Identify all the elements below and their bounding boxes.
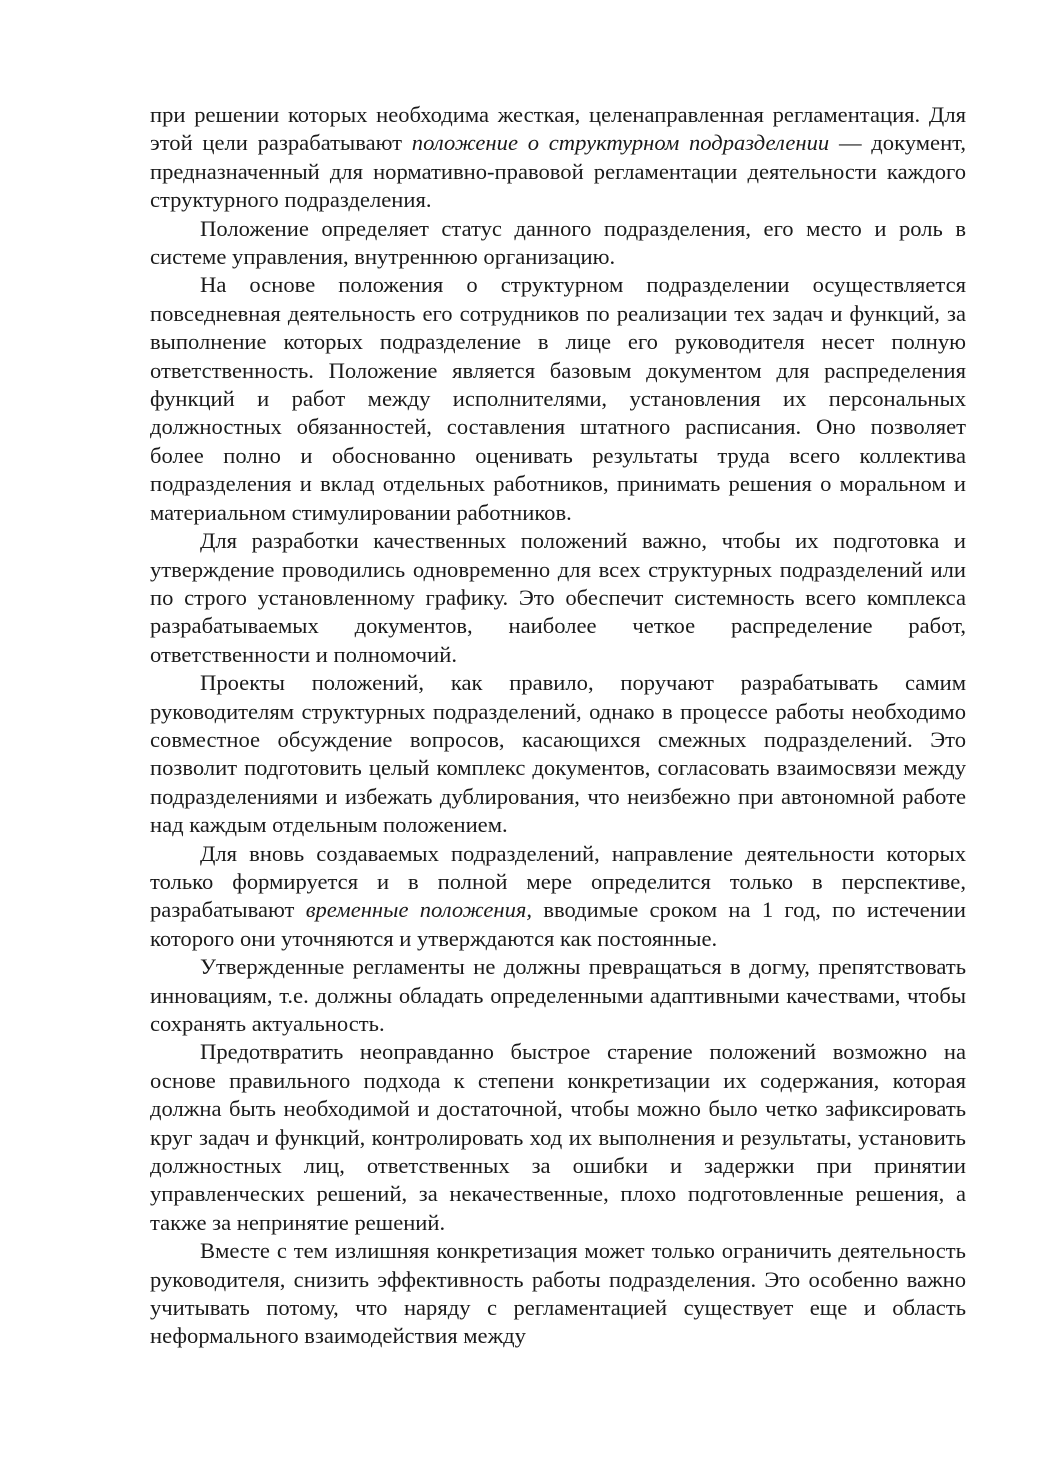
paragraph-9: Вместе с тем излишняя конкретизация может только ограничить деятельность руководителя, снизить эффективность работы подразделения. Это особенно важно учитывать потому, что наряду с регламентацией существует еще и область неформального взаимодействия между: [150, 1238, 966, 1349]
paragraph-6: Для вновь создаваемых подразделений, направление деятельности которых только формируется и в полной мере определится только в перспективе, разрабатывают временные положения, вводимые сроком на 1 год, по истечении которого они уточняются и утверждаются как постоянные.: [150, 840, 966, 951]
italic-term: временные положения,: [305, 897, 533, 923]
paragraph-5: Проекты положений, как правило, поручают разрабатывать самим руководителям структурных подразделений, однако в процессе работы необходимо совместное обсуждение вопросов, касающихся смежных подразделений. Это позволит подготовить целый комплекс документов, согласовать взаимосвязи между подразделениями и избежать дублирования, что неизбежно при автономной работе над каждым отдельным положением.: [150, 670, 966, 838]
paragraph-2: Положение определяет статус данного подразделения, его место и роль в системе управления, внутреннюю организацию.: [150, 215, 966, 270]
paragraph-4: Для разработки качественных положений важно, чтобы их подготовка и утверждение проводились одновременно для всех структурных подразделений или по строго установленному графику. Это обеспечит системность всего комплекса разрабатываемых документов, наиболее четкое распределение работ, ответственности и полномочий.: [150, 528, 966, 667]
body-text: [150, 101, 966, 1351]
paragraph-8: Предотвратить неоправданно быстрое старение положений возможно на основе правильного подхода к степени конкретизации их содержания, которая должна быть необходимой и достаточной, чтобы можно было четко зафиксировать круг задач и функций, контролировать ход их выполнения и результаты, установить должностных лиц, ответственных за ошибки и задержки при принятии управленческих решений, за некачественные, плохо подготовленные решения, а также за непринятие решений.: [150, 1039, 966, 1235]
paragraph-7: Утвержденные регламенты не должны превращаться в догму, препятствовать инновациям, т.е. должны обладать определенными адаптивными качествами, чтобы сохранять актуальность.: [150, 954, 966, 1036]
paragraph-1: при решении которых необходима жесткая, целенаправленная регламентация. Для этой цели разрабатывают положение о структурном подразделении — документ, предназначенный для нормативно-правовой регламентации деятельности каждого структурного подразделения.: [150, 102, 966, 213]
paragraph-3: На основе положения о структурном подразделении осуществляется повседневная деятельность его сотрудников по реализации тех задач и функций, за выполнение которых подразделение в лице его руководителя несет полную ответственность. Положение является базовым документом для распределения функций и работ между исполнителями, установления их персональных должностных обязанностей, составления штатного расписания. Оно позволяет более полно и обоснованно оценивать результаты труда всего коллектива подразделения и вклад отдельных работников, принимать решения о моральном и материальном стимулировании работников.: [150, 272, 966, 525]
italic-term: положение о структурном подразделении: [411, 130, 830, 156]
